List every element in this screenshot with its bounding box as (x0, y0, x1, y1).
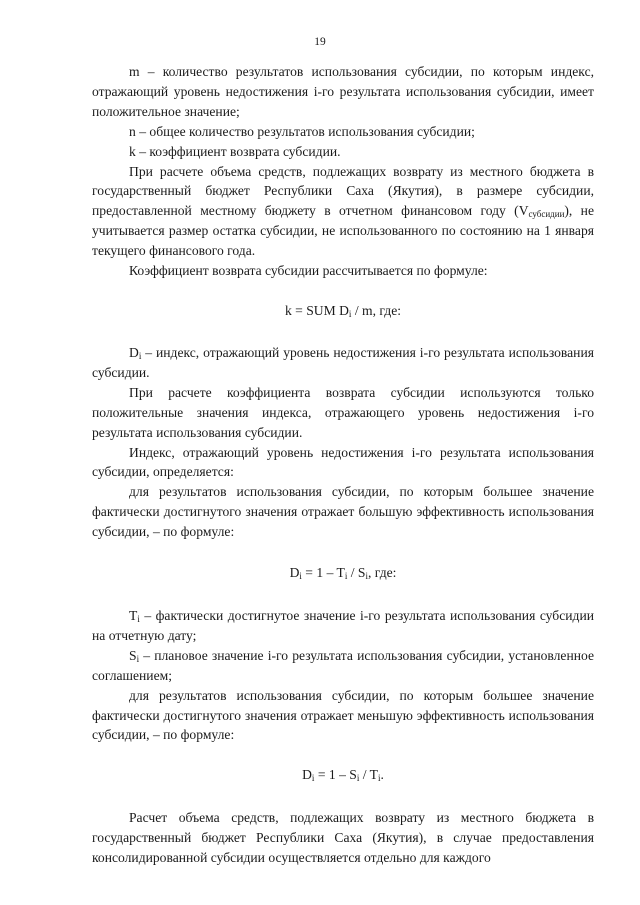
paragraph-index-defined: Индекс, отражающий уровень недостижения i-го результата использования субсидии, определяется: (92, 444, 594, 480)
paragraph-v-subsidy: При расчете объема средств, подлежащих возврату из местного бюджета в государственный бюджет Республики Саха (Якутия), в размере субсидии, предоставленной местному бюджету в отчетном финансовом году $(V_{субсидии})$, не учитывается размер остатка субсидии, не использованного по состоянию на 1 января текущего финансового года. (92, 163, 594, 259)
page-number: 19 (314, 36, 326, 48)
paragraph-n-definition: n – общее количество результатов использования субсидии; (129, 123, 475, 139)
formula-d-higher-better: $D_i = 1 - T_i / S_i$, где: (289, 565, 397, 582)
paragraph-k-definition: k – коэффициент возврата субсидии. (129, 143, 341, 159)
paragraph-positive-values: При расчете коэффициента возврата субсидии используются только положительные значения индекса, отражающего уровень недостижения i-го результата использования субсидии. (92, 384, 594, 440)
paragraph-si-definition: $S_i$ – плановое значение i-го результата использования субсидии, установленное соглашением; (92, 647, 594, 683)
paragraph-m-definition: m – количество результатов использования субсидии, по которым индекс, отражающий уровень недостижения i-го результата использования субсидии, имеет положительное значение; (92, 64, 594, 119)
paragraph-consolidated-subsidy: Расчет объема средств, подлежащих возврату из местного бюджета в государственный бюджет Республики Саха (Якутия), в случае предоставления консолидированной субсидии осуществляется отдельно для каждого (92, 810, 594, 866)
paragraph-higher-worse: для результатов использования субсидии, по которым большее значение фактически достигнутого значения отражает меньшую эффективность использования субсидии, – по формуле: (92, 687, 594, 743)
formula-k: k = SUM $D_i$ / m, где: (284, 302, 402, 319)
formula-d-higher-worse: $D_i = 1 - S_i / T_i$. (302, 767, 384, 784)
paragraph-di-definition: $D_i$ – индекс, отражающий уровень недостижения i-го результата использования субсидии. (92, 344, 594, 380)
paragraph-k-intro: Коэффициент возврата субсидии рассчитывается по формуле: (129, 263, 488, 279)
paragraph-ti-definition: $T_i$ – фактически достигнутое значение i-го результата использования субсидии на отчетную дату; (92, 608, 594, 643)
paragraph-higher-better: для результатов использования субсидии, по которым большее значение фактически достигнутого значения отражает большую эффективность использования субсидии, – по формуле: (92, 484, 594, 540)
document-body (92, 62, 594, 868)
